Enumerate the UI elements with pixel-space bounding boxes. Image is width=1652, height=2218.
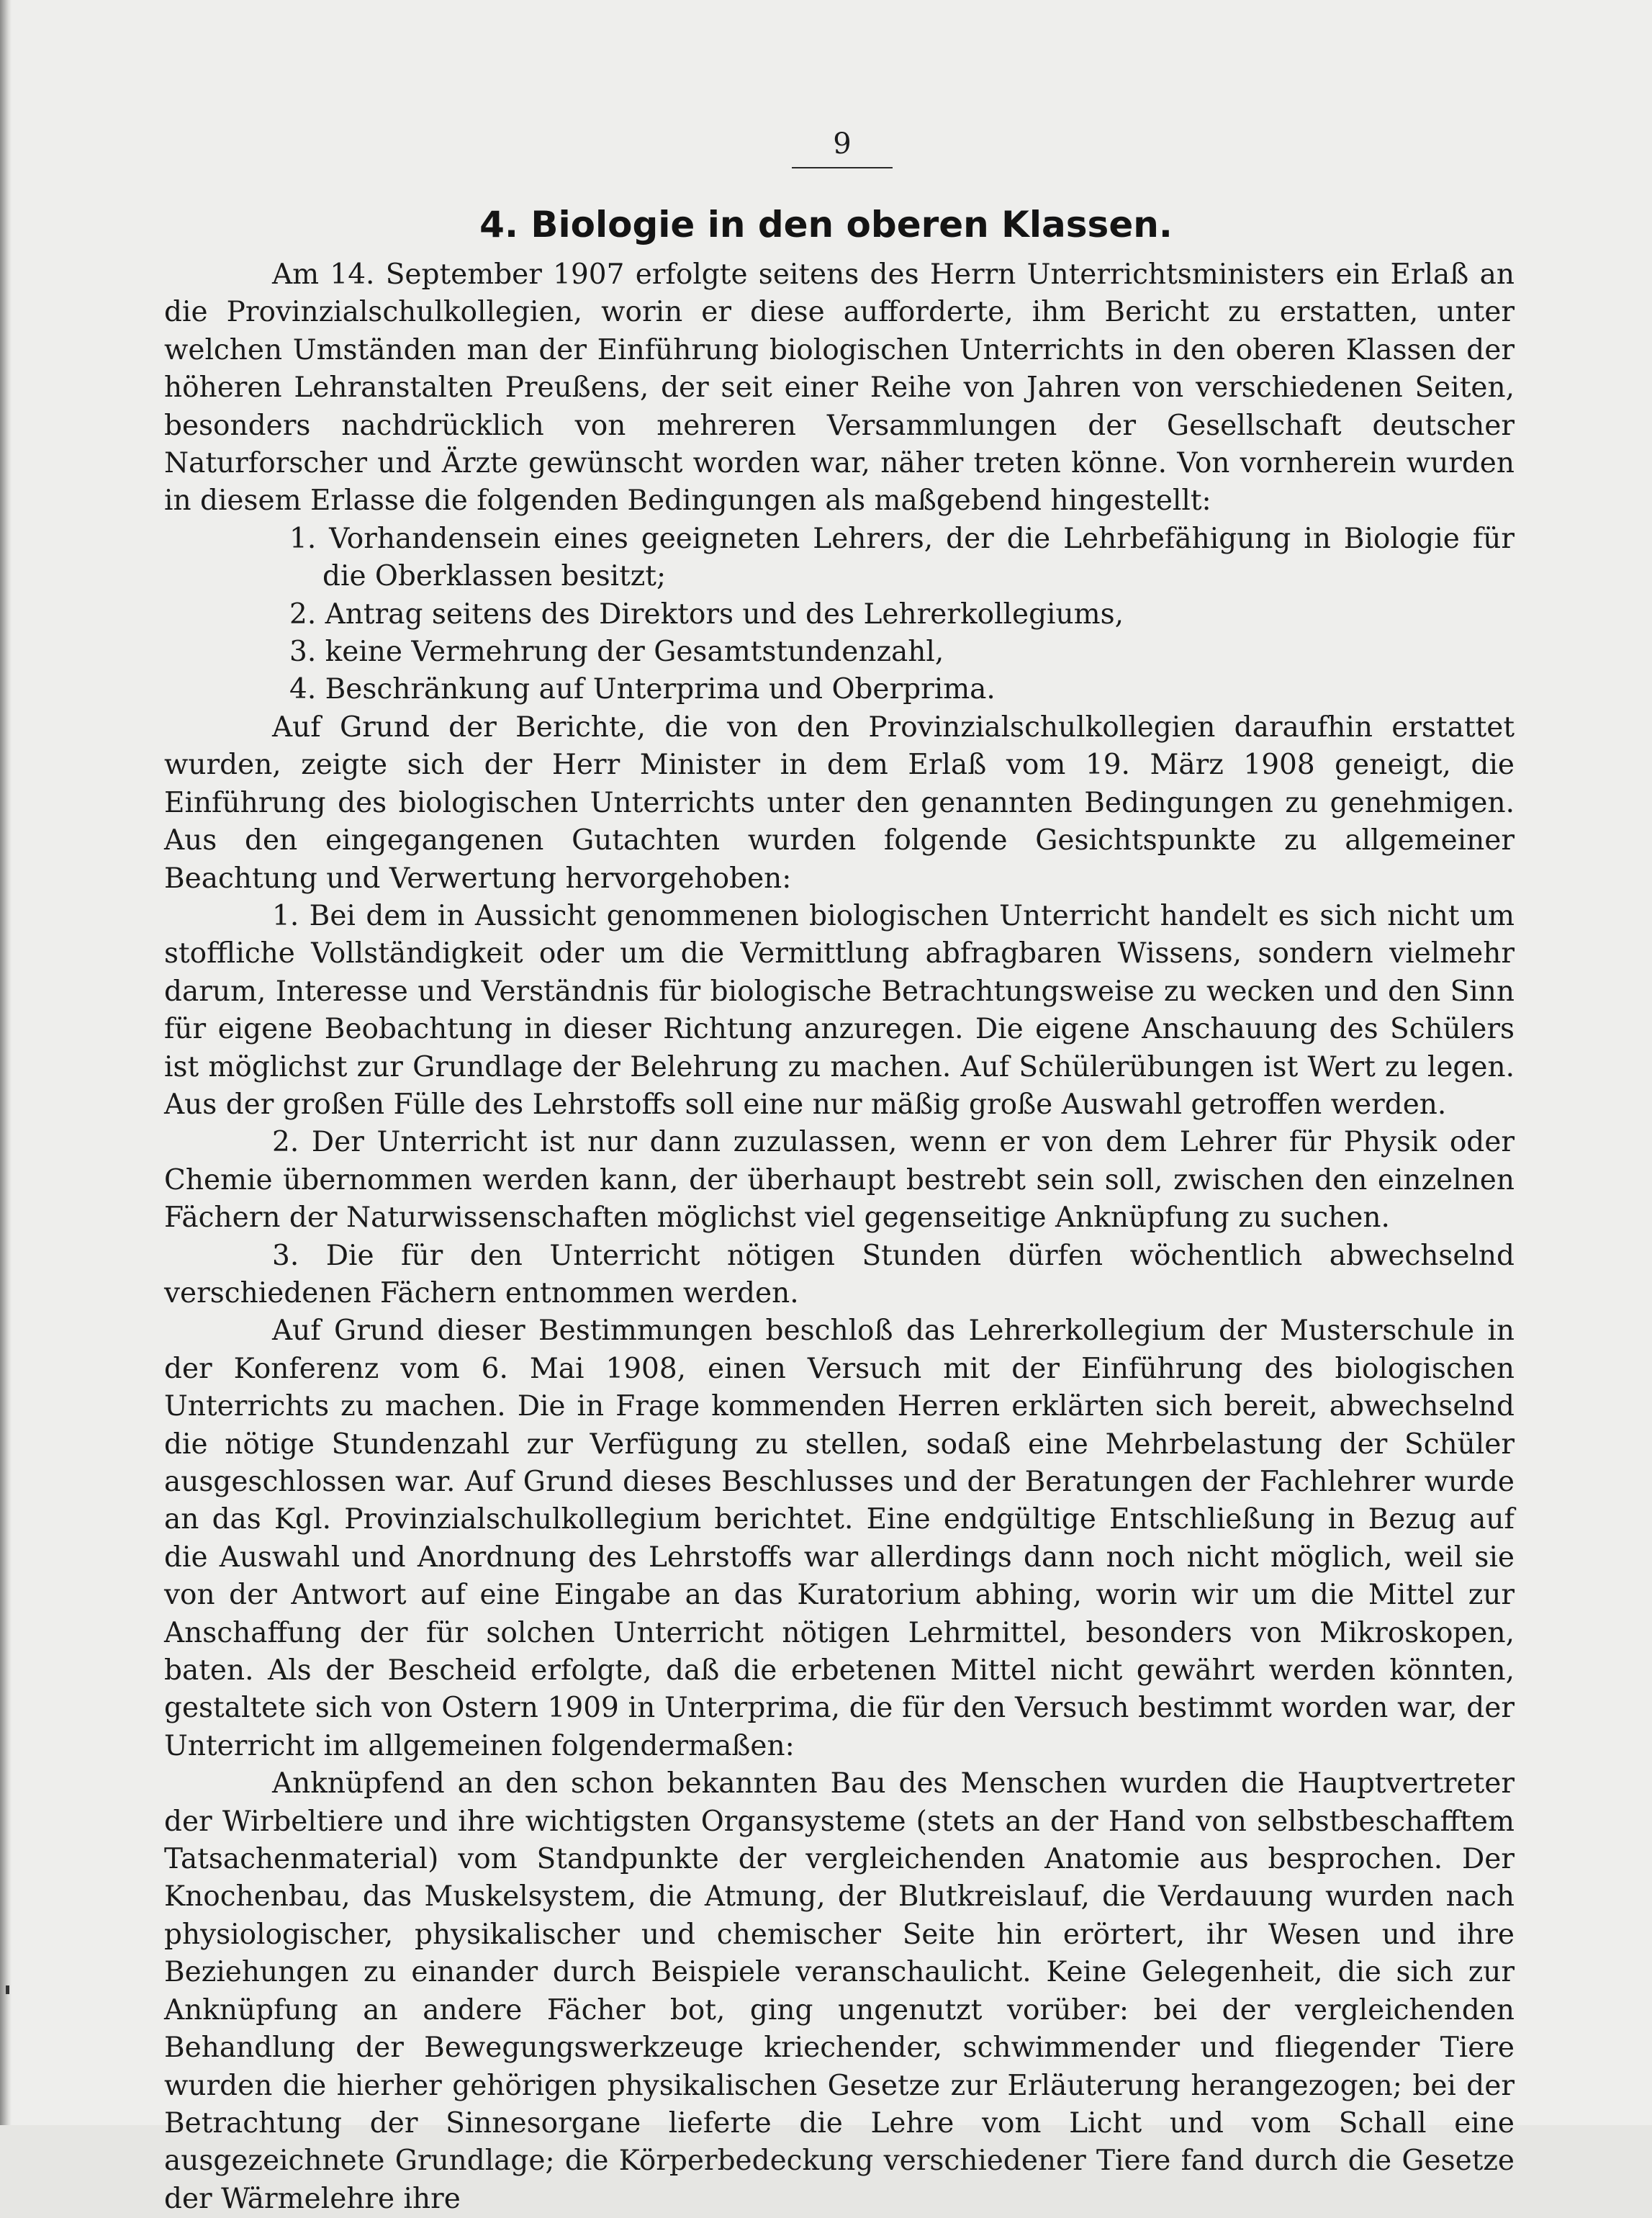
body-text: [164, 256, 1515, 2218]
page-number: 9: [792, 124, 893, 168]
guideline-item: 1. Bei dem in Aussicht genommenen biologischen Unterricht handelt es sich nicht um stoffliche Vollständigkeit oder um die Vermittlung abfragbaren Wissens, sondern vielmehr darum, Interesse und Verständnis für biologische Betrachtungsweise zu wecken und den Sinn für eigene Beobachtung in dieser Richtung anzuregen. Die eigene Anschauung des Schülers ist möglichst zur Grundlage der Belehrung zu machen. Auf Schülerübungen ist Wert zu legen. Aus der großen Fülle des Lehrstoffs soll eine nur mäßig große Auswahl getroffen werden.: [164, 899, 1515, 1121]
conditions-list: [164, 520, 1515, 709]
scan-binding-edge: [0, 0, 12, 2125]
guidelines-list: [164, 898, 1515, 1312]
condition-item: 2. Antrag seitens des Direktors und des Lehrerkollegiums,: [289, 598, 1124, 631]
guideline-item: 3. Die für den Unterricht nötigen Stunden dürfen wöchentlich abwechselnd verschiedenen Fächern entnommen werden.: [164, 1239, 1515, 1309]
condition-item: 1. Vorhandensein eines geeigneten Lehrers, der die Lehrbefähigung in Biologie für die Oberklassen besitzt;: [289, 522, 1515, 593]
teaching-paragraph: Anknüpfend an den schon bekannten Bau des Menschen wurden die Hauptvertreter der Wirbeltiere und ihre wichtigsten Organsysteme (stets an der Hand von selbstbeschafftem Tatsachenmaterial) vom Standpunkte der vergleichenden Anatomie aus besprochen. Der Knochenbau, das Muskelsystem, die Atmung, der Blutkreislauf, die Verdauung wurden nach physiologischer, physikalischer und chemischer Seite hin erörtert, ihr Wesen und ihre Beziehungen zu einander durch Beispiele veranschaulicht. Keine Gelegenheit, die sich zur Anknüpfung an andere Fächer bot, ging ungenutzt vorüber: bei der vergleichenden Behandlung der Bewegungswerkzeuge kriechender, schwimmender und fliegender Tiere wurden die hierher gehörigen physikalischen Gesetze zur Erläuterung herangezogen; bei der Betrachtung der Sinnesorgane lieferte die Lehre vom Licht und vom Schall eine ausgezeichnete Grundlage; die Körperbedeckung verschiedener Tiere fand durch die Gesetze der Wärmelehre ihre: [164, 1767, 1515, 2215]
guideline-item: 2. Der Unterricht ist nur dann zuzulassen, wenn er von dem Lehrer für Physik oder Chemie übernommen werden kann, der überhaupt bestrebt sein soll, zwischen den einzelnen Fächern der Naturwissenschaften möglichst viel gegenseitige Anknüpfung zu suchen.: [164, 1126, 1515, 1235]
school-paragraph: Auf Grund dieser Bestimmungen beschloß das Lehrerkollegium der Musterschule in der Konferenz vom 6. Mai 1908, einen Versuch mit der Einführung des biologischen Unterrichts zu machen. Die in Frage kommenden Herren erklärten sich bereit, abwechselnd die nötige Stundenzahl zur Verfügung zu stellen, sodaß eine Mehrbelastung der Schüler ausgeschlossen war. Auf Grund dieses Beschlusses und der Beratungen der Fachlehrer wurde an das Kgl. Provinzialschulkollegium berichtet. Eine endgültige Entschließung in Bezug auf die Auswahl und Anordnung des Lehrstoffs war allerdings dann noch nicht möglich, weil sie von der Antwort auf eine Eingabe an das Kuratorium abhing, worin wir um die Mittel zur Anschaffung der für solchen Unterricht nötigen Lehrmittel, besonders von Mikroskopen, baten. Als der Bescheid erfolgte, daß die erbetenen Mittel nicht gewährt werden könnten, gestaltete sich von Ostern 1909 in Unterprima, die für den Versuch bestimmt worden war, der Unterricht im allgemeinen folgendermaßen:: [164, 1315, 1515, 1762]
reports-paragraph: Auf Grund der Berichte, die von den Provinzialschulkollegien daraufhin erstattet wurden, zeigte sich der Herr Minister in dem Erlaß vom 19. März 1908 geneigt, die Einführung des biologischen Unterrichts unter den genannten Bedingungen zu genehmigen. Aus den eingegangenen Gutachten wurden folgende Gesichtspunkte zu allgemeiner Beachtung und Verwertung hervorgehoben:: [164, 711, 1515, 895]
condition-item: 3. keine Vermehrung der Gesamtstundenzahl,: [289, 636, 944, 669]
section-title: 4. Biologie in den oberen Klassen.: [479, 204, 1173, 245]
intro-paragraph: Am 14. September 1907 erfolgte seitens des Herrn Unterrichtsministers ein Erlaß an die Provinzialschulkollegien, worin er diese aufforderte, ihm Bericht zu erstatten, unter welchen Umständen man der Einführung biologischen Unterrichts in den oberen Klassen der höheren Lehranstalten Preußens, der seit einer Reihe von Jahren von verschiedenen Seiten, besonders nachdrücklich von mehreren Versammlungen der Gesellschaft deutscher Naturforscher und Ärzte gewünscht worden war, näher treten könne. Von vornherein wurden in diesem Erlasse die folgenden Bedingungen als maßgebend hingestellt:: [164, 258, 1515, 518]
scan-edge-mark: [6, 1985, 9, 1994]
condition-item: 4. Beschränkung auf Unterprima und Oberprima.: [289, 673, 996, 706]
